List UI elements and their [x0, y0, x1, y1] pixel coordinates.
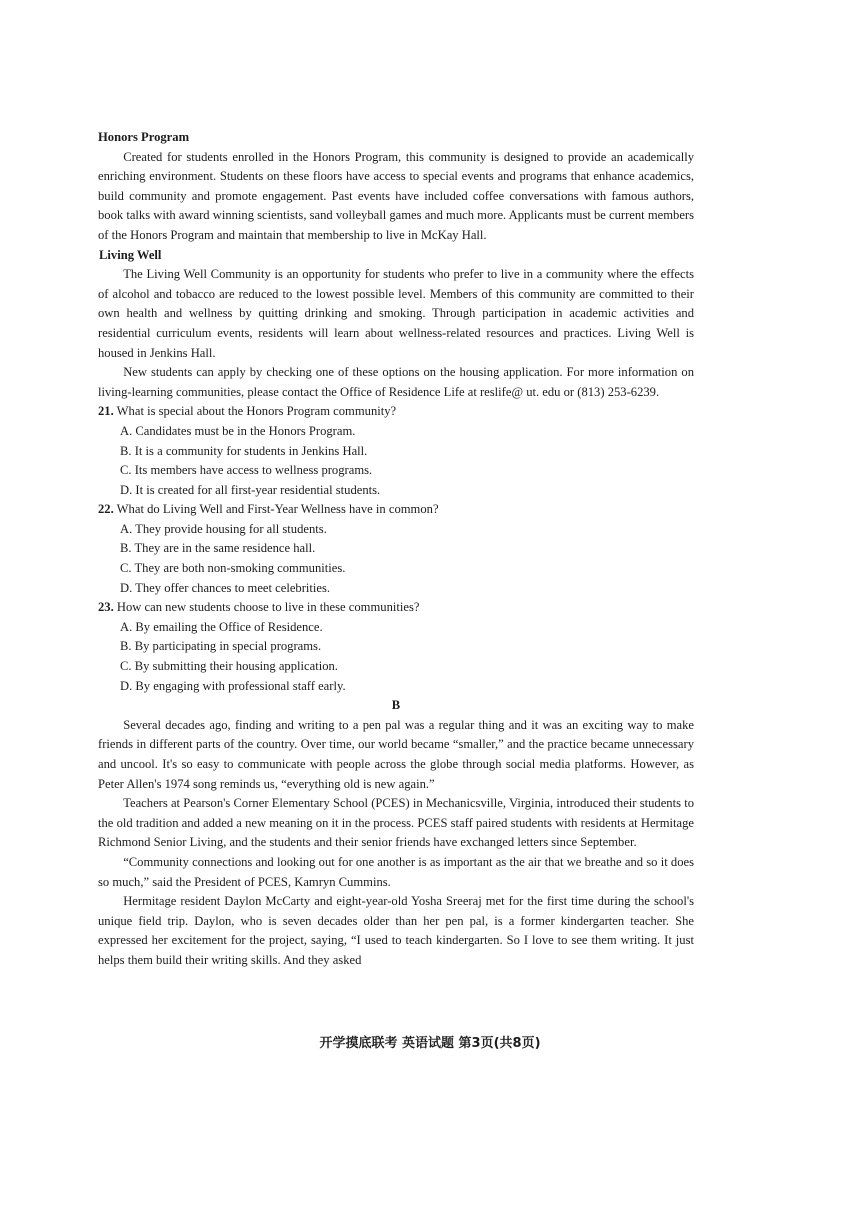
option: B. They are in the same residence hall. — [120, 541, 316, 556]
option: D. By engaging with professional staff early. — [120, 678, 346, 693]
option: C. Its members have access to wellness programs. — [120, 463, 373, 478]
section-b-paragraph: Teachers at Pearson's Corner Elementary School (PCES) in Mechanicsville, Virginia, introduced their students to the old tradition and added a new meaning on it in the process. PCES staff paired students with residents at Hermitage Richmond Senior Living, and the students and their senior friends have exchanged letters since September. — [98, 796, 694, 850]
question-stem: What is special about the Honors Program community? — [116, 404, 397, 419]
page-footer: 开学摸底联考 英语试题 第3页(共8页) — [319, 1036, 541, 1051]
option: A. By emailing the Office of Residence. — [120, 619, 323, 634]
question-21 — [98, 402, 694, 500]
option: C. By submitting their housing application. — [120, 659, 338, 674]
apply-paragraph: New students can apply by checking one of these options on the housing application. For more information on living-learning communities, please contact the Office of Residence Life at reslife@ ut. edu or (813) 253-6239. — [98, 365, 694, 399]
honors-paragraph: Created for students enrolled in the Honors Program, this community is designed to provide an academically enriching environment. Students on these floors have access to special events and programs that enhance academics, build community and promote engagement. Past events have included coffee conversations with famous authors, book talks with award winning scientists, sand volleyball games and much more. Applicants must be current members of the Honors Program and maintain that membership to live in McKay Hall. — [98, 149, 694, 242]
honors-heading: Honors Program — [98, 130, 190, 144]
question-23 — [98, 598, 694, 696]
living-well-paragraph: The Living Well Community is an opportunity for students who prefer to live in a community where the effects of alcohol and tobacco are reduced to the lowest possible level. Members of this community are committed to their own health and wellness by quitting drinking and smoking. Through participation in academic activities and residential curriculum events, residents will learn about wellness-related resources and practices. Living Well is housed in Jenkins Hall. — [98, 267, 694, 360]
option: B. By participating in special programs. — [120, 639, 322, 654]
question-number: 22. — [98, 502, 114, 517]
option: B. It is a community for students in Jenkins Hall. — [120, 443, 368, 458]
section-b-heading: B — [391, 698, 401, 713]
question-stem: What do Living Well and First-Year Wellness have in common? — [116, 502, 439, 517]
question-22 — [98, 500, 694, 598]
page-content — [98, 128, 694, 971]
option: D. They offer chances to meet celebrities. — [120, 580, 331, 595]
section-b-paragraph: Several decades ago, finding and writing to a pen pal was a regular thing and it was an exciting way to make friends in different parts of the country. Over time, our world became “smaller,” and the practice became unnecessary and uncool. It's so easy to communicate with people across the globe through social media platforms. However, as Peter Allen's 1974 song reminds us, “everything old is new again.” — [98, 717, 694, 791]
question-number: 23. — [98, 600, 114, 615]
option: C. They are both non-smoking communities. — [120, 561, 346, 576]
option: D. It is created for all first-year residential students. — [120, 482, 381, 497]
section-b-paragraph: Hermitage resident Daylon McCarty and eight-year-old Yosha Sreeraj met for the first time during the school's unique field trip. Daylon, who is seven decades older than her pen pal, is a former kindergarten teacher. She expressed her excitement for the project, saying, “I used to teach kindergarten. So I love to see them writing. It just helps them build their writing skills. And they asked — [98, 894, 694, 967]
option: A. Candidates must be in the Honors Program. — [120, 423, 356, 438]
living-well-heading: Living Well — [99, 247, 162, 262]
section-b-paragraph: “Community connections and looking out for one another is as important as the air that we breathe and so it does so much,” said the President of PCES, Kamryn Cummins. — [98, 854, 694, 889]
question-number: 21. — [98, 404, 114, 419]
question-stem: How can new students choose to live in these communities? — [116, 600, 420, 615]
option: A. They provide housing for all students. — [120, 521, 327, 536]
